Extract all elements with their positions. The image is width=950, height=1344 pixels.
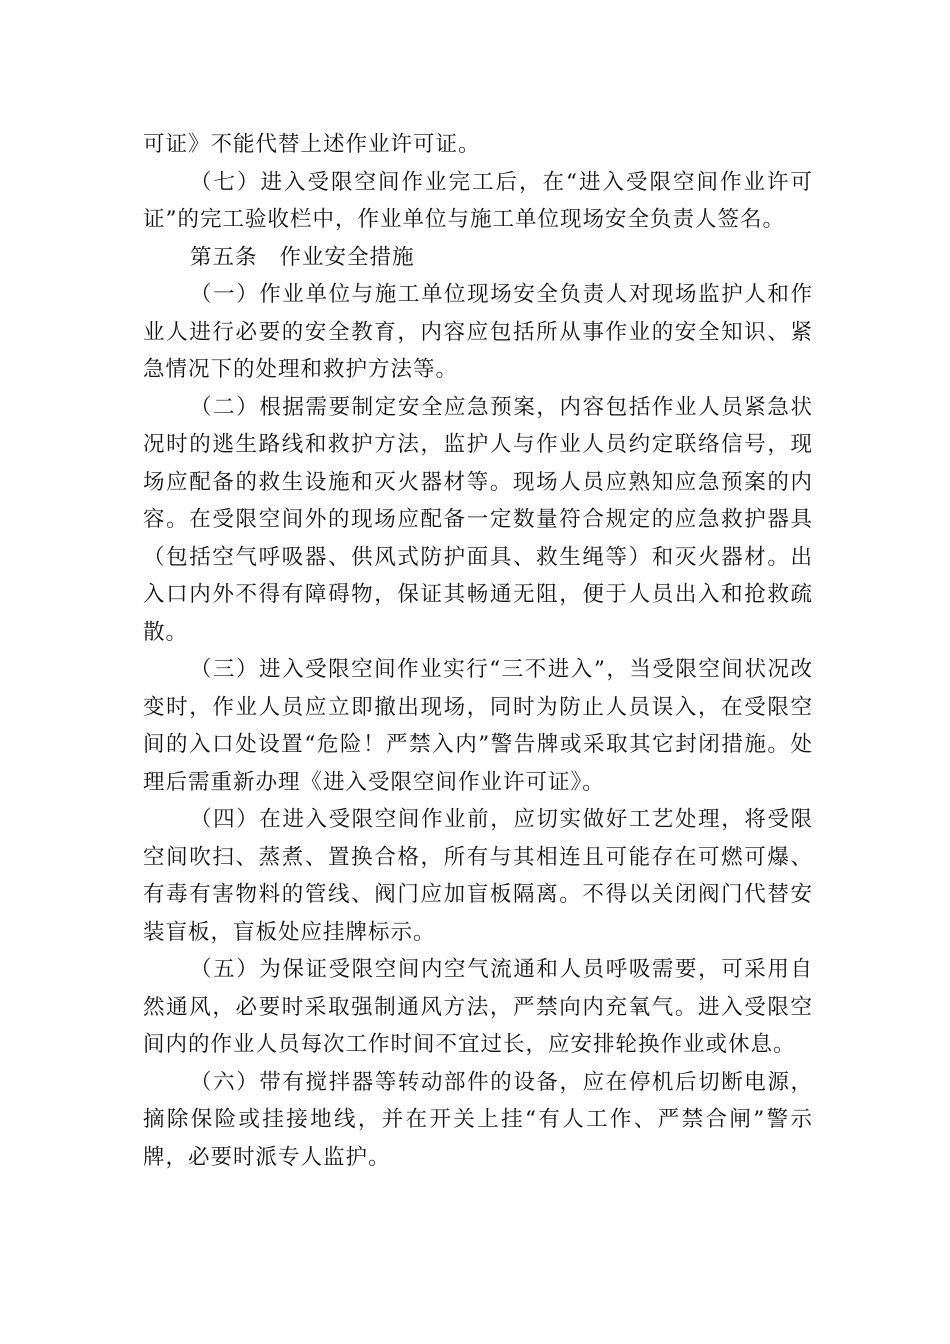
article-title: 作业安全措施 [279,244,415,270]
paragraph-item-3: （三）进入受限空间作业实行“三不进入”，当受限空间状况改变时，作业人员应立即撤出现场，同时为防止人员误入，在受限空间的入口处设置“危险！严禁入内”警告牌或采取其它封闭措施。处理后需重新办理《进入受限空间作业许可证》。 [143,657,813,795]
paragraph-continuation: 可证》不能代替上述作业许可证。 [143,132,481,157]
paragraph-item-6: （六）带有搅拌器等转动部件的设备，应在停机后切断电源，摘除保险或挂接地线，并在开关上挂“有人工作、严禁合闸”警示牌，必要时派专人监护。 [143,1069,813,1170]
paragraph-item-5: （五）为保证受限空间内空气流通和人员呼吸需要，可采用自然通风，必要时采取强制通风方法，严禁向内充氧气。进入受限空间内的作业人员每次工作时间不宜过长，应安排轮换作业或休息。 [143,957,813,1057]
paragraph-item-1: （一）作业单位与施工单位现场安全负责人对现场监护人和作业人进行必要的安全教育，内容应包括所从事作业的安全知识、紧急情况下的处理和救护方法等。 [143,282,813,382]
article-heading [143,239,813,277]
paragraph-item-7: （七）进入受限空间作业完工后，在“进入受限空间作业许可证”的完工验收栏中，作业单位与施工单位现场安全负责人签名。 [143,169,813,232]
paragraph-item-2: （二）根据需要制定安全应急预案，内容包括作业人员紧急状况时的逃生路线和救护方法，监护人与作业人员约定联络信号，现场应配备的救生设施和灭火器材等。现场人员应熟知应急预案的内容。在受限空间外的现场应配备一定数量符合规定的应急救护器具（包括空气呼吸器、供风式防护面具、救生绳等）和灭火器材。出入口内外不得有障碍物，保证其畅通无阻，便于人员出入和抢救疏散。 [143,394,813,645]
article-number: 第五条 [190,244,258,270]
document-body [143,126,813,1176]
paragraph-item-4: （四）在进入受限空间作业前，应切实做好工艺处理，将受限空间吹扫、蒸煮、置换合格，所有与其相连且可能存在可燃可爆、有毒有害物料的管线、阀门应加盲板隔离。不得以关闭阀门代替安装盲板，盲板处应挂牌标示。 [143,807,813,945]
